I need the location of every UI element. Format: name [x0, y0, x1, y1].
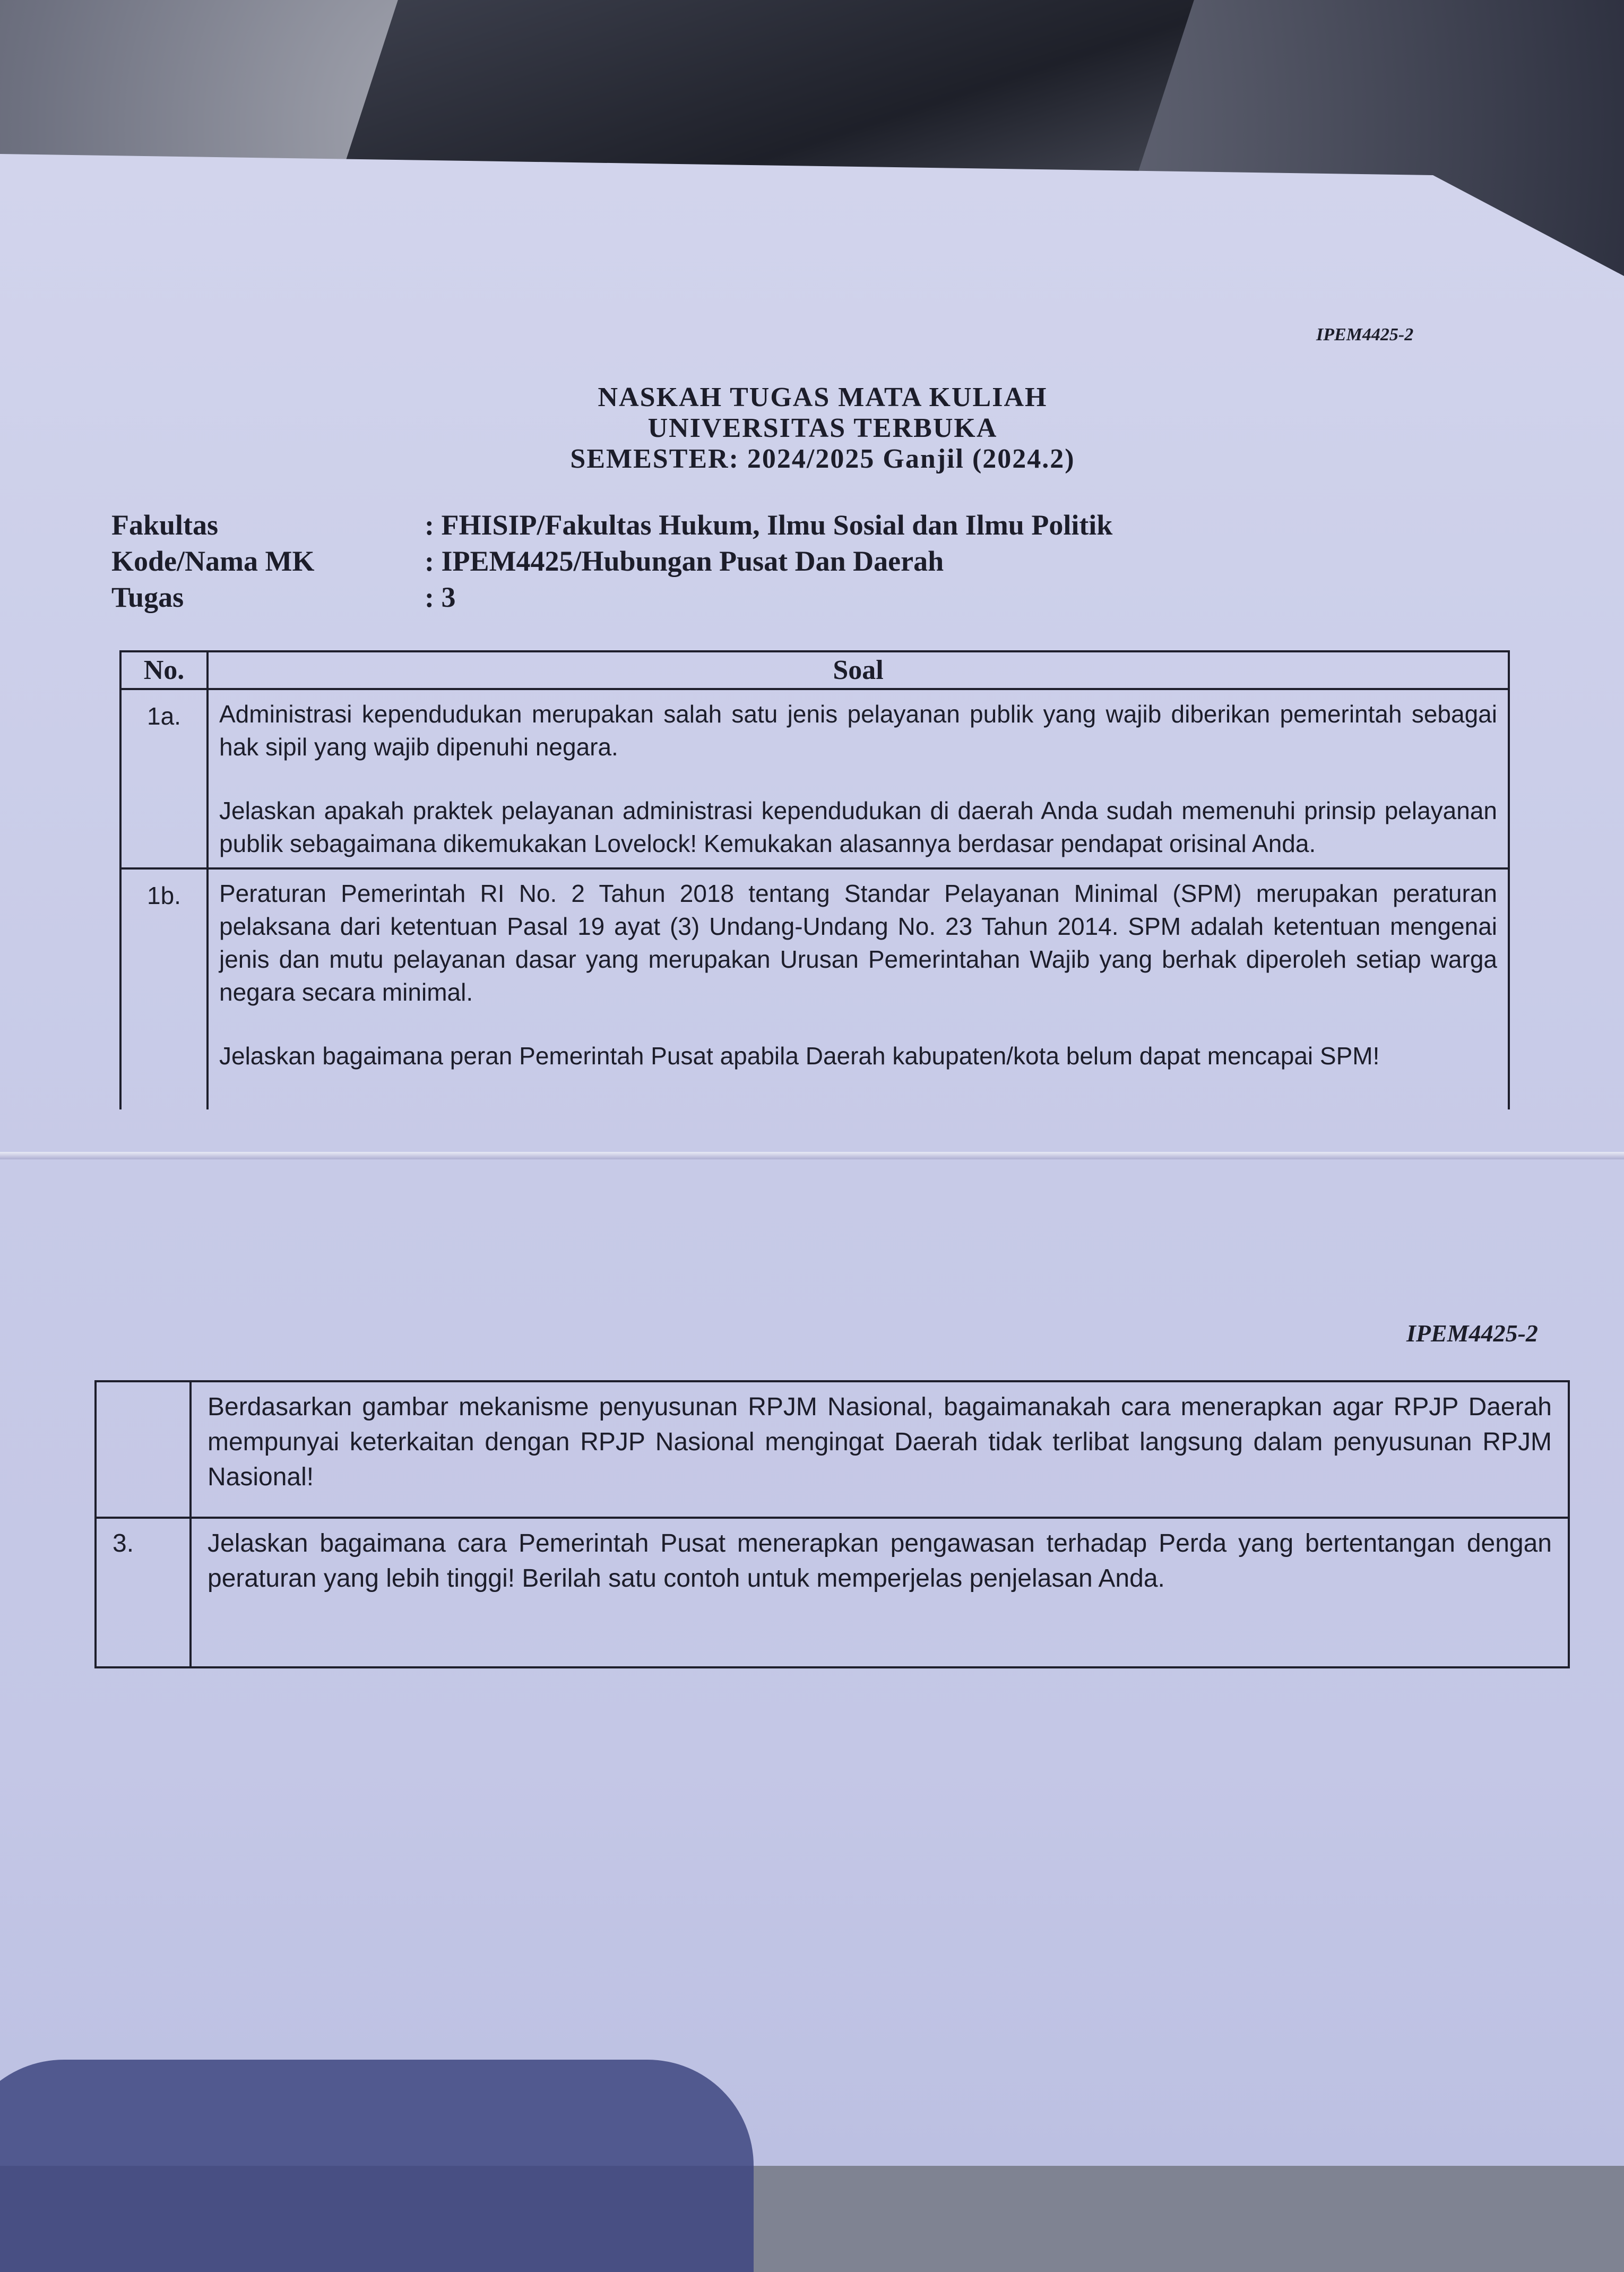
document-title-block	[425, 382, 1221, 475]
meta-course	[111, 543, 1112, 579]
document-title-line-2: UNIVERSITAS TERBUKA	[647, 413, 998, 443]
table-row	[120, 689, 1509, 868]
question-number: 1a.	[120, 689, 208, 868]
column-header-soal: Soal	[208, 651, 1509, 689]
question-paragraph: Berdasarkan gambar mekanisme penyusunan RPJM Nasional, bagaimanakah cara menerapkan agar RPJP Daerah mempunyai keterkaitan dengan RPJP Nasional mengingat Daerah tidak terlibat langsung dalam penyusunan RPJM Nasional!	[208, 1393, 1552, 1491]
document-title-line-3: SEMESTER: 2024/2025 Ganjil (2024.2)	[570, 444, 1075, 474]
table-row	[96, 1381, 1569, 1518]
question-paragraph: Peraturan Pemerintah RI No. 2 Tahun 2018 tentang Standar Pelayanan Minimal (SPM) merupakan peraturan pelaksana dari ketentuan Pasal 19 ayat (3) Undang-Undang No. 23 Tahun 2014. SPM adalah ketentuan mengenai jenis dan mutu pelayanan dasar yang merupakan Urusan Pemerintahan Wajib yang berhak diperoleh setiap warga negara secara minimal.	[219, 880, 1497, 1006]
question-table-page-1	[119, 650, 1510, 1109]
question-number: 3.	[96, 1518, 191, 1667]
meta-value: : FHISIP/Fakultas Hukum, Ilmu Sosial dan Ilmu Politik	[425, 509, 1113, 541]
meta-assignment	[111, 579, 1112, 615]
course-code-top: IPEM4425-2	[1316, 325, 1414, 345]
meta-faculty	[111, 507, 1112, 543]
question-paragraph: Jelaskan bagaimana cara Pemerintah Pusat menerapkan pengawasan terhadap Perda yang bertentangan dengan peraturan yang lebih tinggi! Berilah satu contoh untuk memperjelas penjelasan Anda.	[208, 1529, 1552, 1593]
table-header-row	[120, 651, 1509, 689]
meta-value: : 3	[425, 581, 456, 613]
question-paragraph: Jelaskan bagaimana peran Pemerintah Pusat apabila Daerah kabupaten/kota belum dapat mencapai SPM!	[219, 1042, 1380, 1070]
question-number	[96, 1381, 191, 1518]
table-row	[96, 1518, 1569, 1667]
question-table-page-2	[94, 1380, 1570, 1668]
question-number: 1b.	[120, 868, 208, 1109]
question-text	[191, 1518, 1569, 1667]
document-title-line-1: NASKAH TUGAS MATA KULIAH	[598, 382, 1048, 412]
meta-value: : IPEM4425/Hubungan Pusat Dan Daerah	[425, 545, 944, 577]
meta-label: Tugas	[111, 581, 184, 613]
meta-label: Kode/Nama MK	[111, 545, 315, 577]
course-meta	[111, 507, 1112, 615]
table-row	[120, 868, 1509, 1109]
paper-fold	[0, 1152, 1624, 1159]
question-text	[208, 689, 1509, 868]
meta-label: Fakultas	[111, 509, 219, 541]
question-paragraph: Administrasi kependudukan merupakan salah satu jenis pelayanan publik yang wajib diberikan pemerintah sebagai hak sipil yang wajib dipenuhi negara.	[219, 700, 1497, 761]
question-text	[208, 868, 1509, 1109]
question-text	[191, 1381, 1569, 1518]
column-header-no: No.	[120, 651, 208, 689]
course-code-page-2: IPEM4425-2	[1406, 1320, 1538, 1347]
finger-shadow	[0, 2060, 754, 2272]
question-paragraph: Jelaskan apakah praktek pelayanan administrasi kependudukan di daerah Anda sudah memenuhi prinsip pelayanan publik sebagaimana dikemukakan Lovelock! Kemukakan alasannya berdasar pendapat orisinal Anda.	[219, 797, 1497, 857]
